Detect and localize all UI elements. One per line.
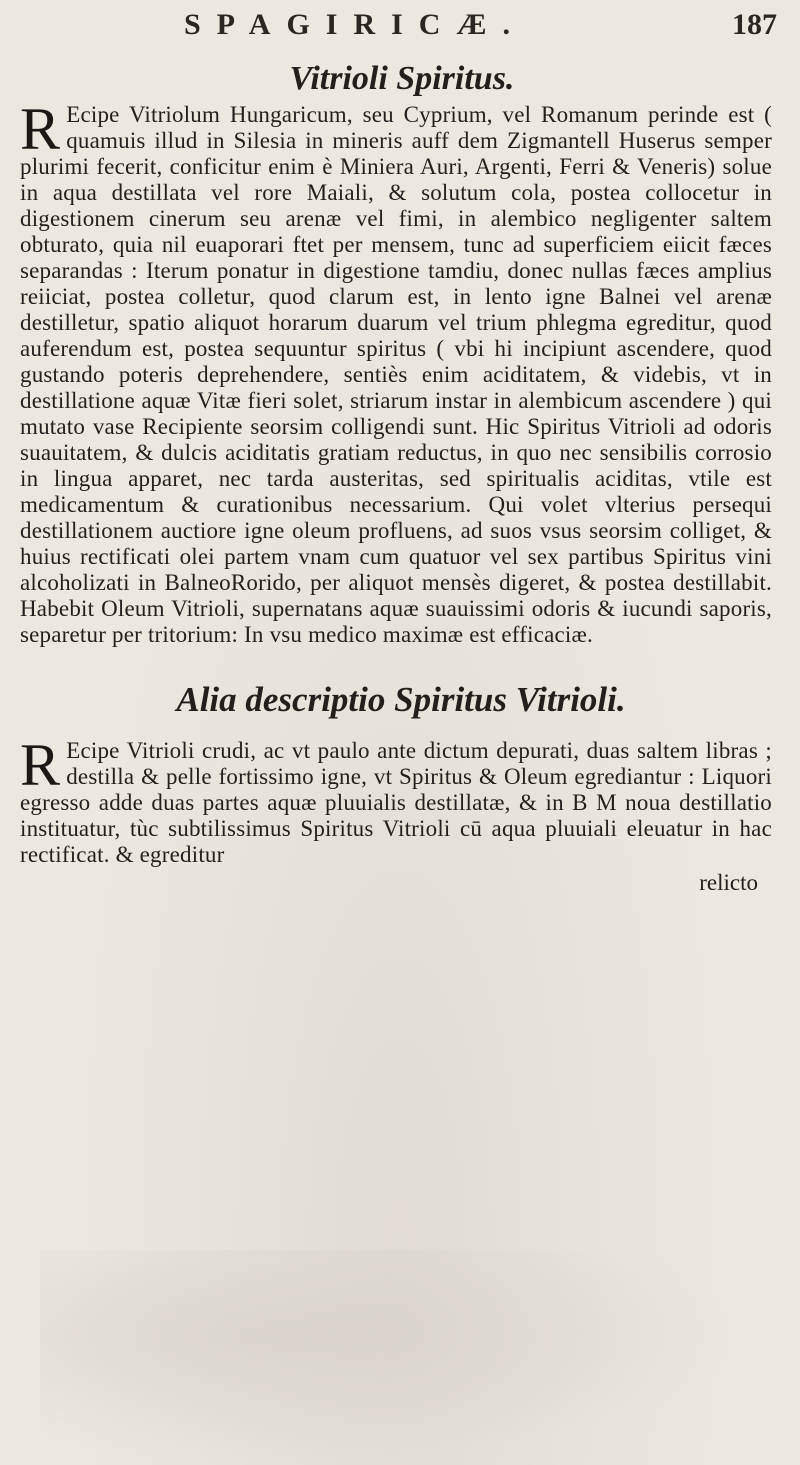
paper-stain [40,1250,760,1460]
section-2-paragraph [12,732,772,868]
running-head [12,6,777,41]
page-number: 187 [732,8,777,41]
section-2-text: Ecipe Vitrioli crudi, ac vt paulo ante dictum depurati, duas saltem libras ; destilla & pelle fortissimo igne, vt Spiritus & Oleum egrediantur : Liquori egresso adde duas partes aquæ pluuialis destillatæ, & in B M noua destillatio instituatur, tùc subtilissimus Spiritus Vitrioli cū aqua pluuiali eleuatur in hac rectificat. & egreditur [20,738,772,867]
section-title-alia-descriptio: Alia descriptio Spiritus Vitrioli. [176,680,626,719]
section-1-text: Ecipe Vitriolum Hungaricum, seu Cyprium, vel Romanum perinde est ( quamuis illud in Silesia in mineris auff dem Zigmantell Huserus semper plurimi fecerit, conficitur enim è Miniera Auri, Argenti, Ferri & Veneris) solue in aqua destillata vel rore Maiali, & solutum cola, postea collocetur in digestionem cinerum seu arenæ vel fimi, in alembico negligenter saltem obturato, quia nil euaporari ftet per mensem, tunc ad superficiem eiicit fæces separandas : Iterum ponatur in digestione tamdiu, donec nullas fæces amplius reiiciat, postea colletur, quod clarum est, in lento igne Balnei vel arenæ destilletur, spatio aliquot horarum duarum vel trium phlegma egreditur, quod auferendum est, postea sequuntur spiritus ( vbi hi incipiunt ascendere, quod gustando poteris deprehendere, sentiès enim aciditatem, & videbis, vt in destillatione aquæ Vitæ fieri solet, striarum instar in alembicum ascendere ) qui mutato vase Recipiente seorsim colligendi sunt. Hic Spiritus Vitrioli ad odoris suauitatem, & dulcis aciditatis gratiam reductus, in quo nec sensibilis corrosio in lingua apparet, nec tarda austeritas, sed spiritualis aciditas, vtile est medicamentum & curationibus necessarium. Qui volet vlterius persequi destillationem auctiore igne oleum profluens, ad suos vsus seorsim colliget, & huius rectificati olei partem vnam cum quatuor vel sex partibus Spiritus vini alcoholizati in BalneoRorido, per aliquot mensès digeret, & postea destillabit. Habebit Oleum Vitrioli, supernatans aquæ suauissimi odoris & iucundi saporis, separetur per tritorium: In vsu medico maximæ est efficaciæ. [20,102,772,647]
running-title: SPAGIRICÆ. [184,8,526,41]
section-title-vitrioli-spiritus: Vitrioli Spiritus. [289,60,515,97]
drop-cap: R [20,96,61,162]
section-1-paragraph [12,96,772,648]
catchword: relicto [699,870,758,895]
drop-cap: R [20,732,61,798]
